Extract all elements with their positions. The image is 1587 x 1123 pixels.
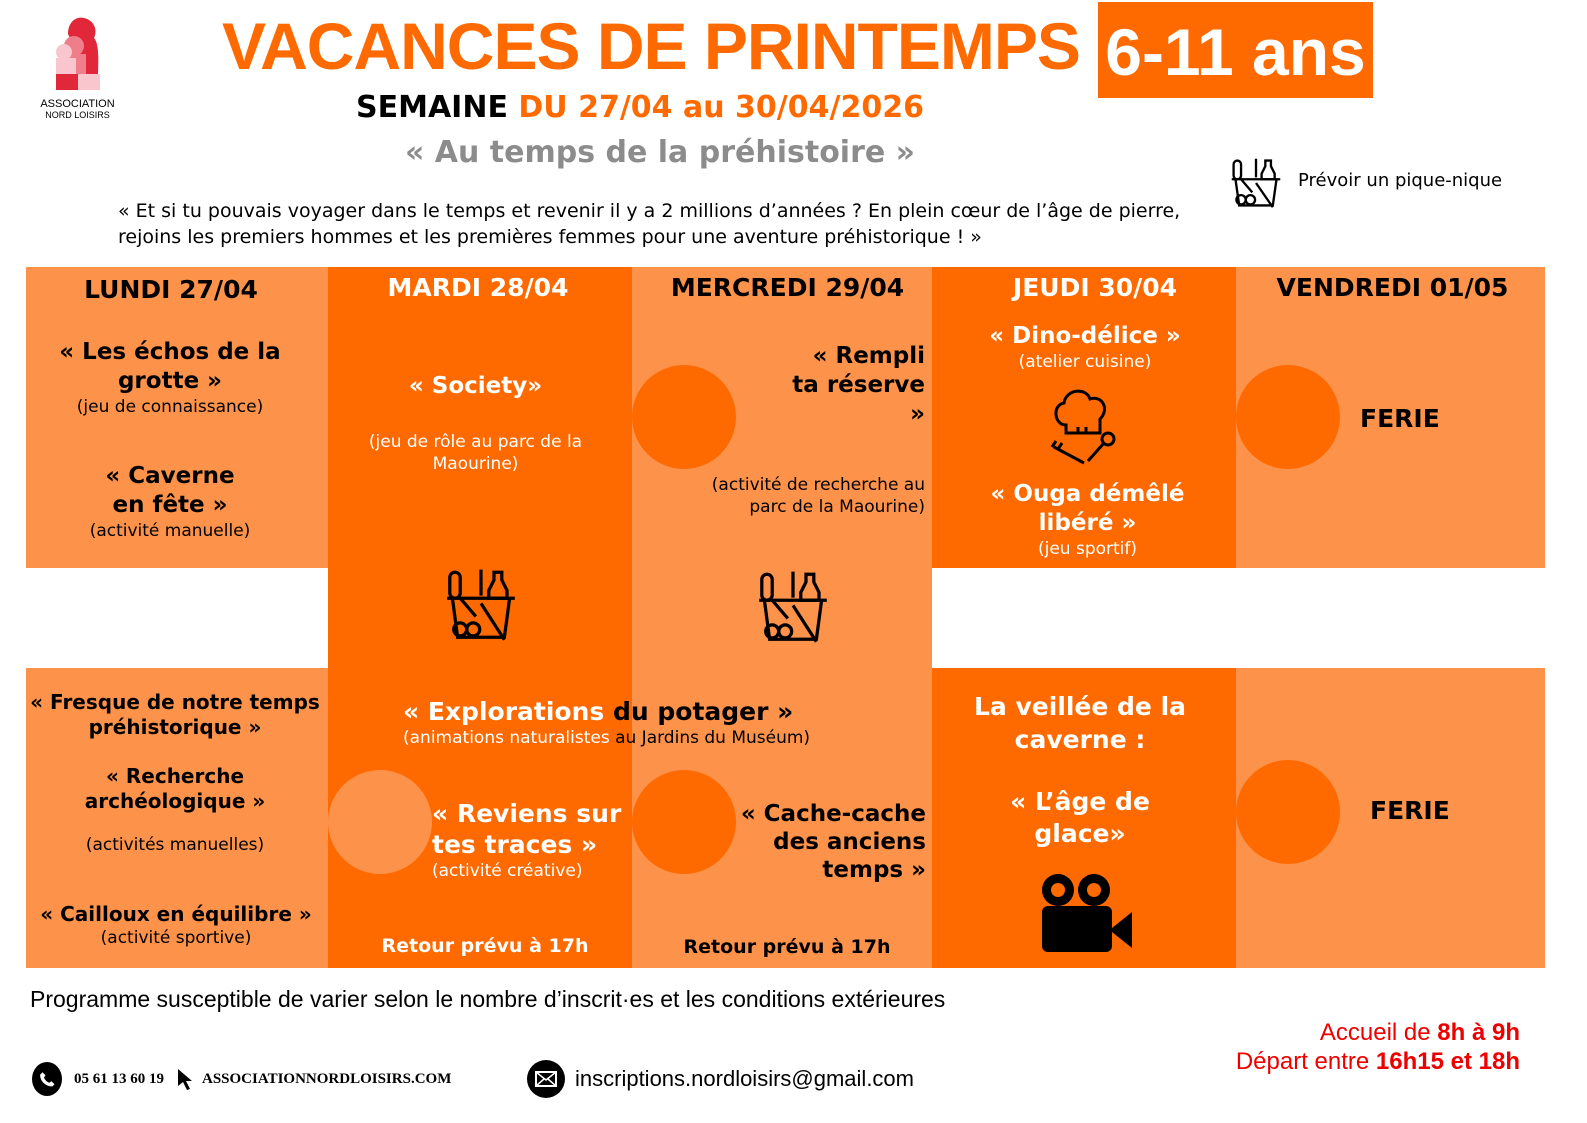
hours: Accueil de 8h à 9h Départ entre 16h15 et 18h xyxy=(1235,1019,1520,1075)
logo xyxy=(30,12,125,122)
day-header-tuesday: MARDI 28/04 xyxy=(387,273,569,302)
cursor-icon xyxy=(176,1067,194,1091)
age-badge: 6-11 ans xyxy=(1098,2,1373,98)
envelope-icon xyxy=(527,1060,565,1098)
logo-line2: NORD LOISIRS xyxy=(45,110,110,120)
activity-tuesday-pm: « Reviens sur tes traces » (activité créative) xyxy=(432,799,622,881)
activity-wednesday-pm: « Cache-cache des anciens temps » xyxy=(740,801,926,883)
picnic-basket-icon xyxy=(440,567,522,645)
logo-people-icon xyxy=(30,12,125,92)
phone-icon xyxy=(32,1062,62,1096)
activity-monday-2: « Caverne en fête » (activité manuelle) xyxy=(89,463,251,541)
picnic-basket-icon xyxy=(752,569,834,647)
friday-pm-ferie: FERIE xyxy=(1370,796,1450,825)
disclaimer: Programme susceptible de varier selon le nombre d’inscrit·es et les conditions extérieures xyxy=(30,986,946,1012)
puzzle-tab xyxy=(1236,760,1340,864)
logo-line1: ASSOCIATION xyxy=(40,98,115,110)
week-line xyxy=(356,90,924,125)
picnic-basket-icon xyxy=(1228,155,1284,211)
wednesday-return-time: Retour prévu à 17h xyxy=(683,936,891,958)
day-header-friday: VENDREDI 01/05 xyxy=(1276,273,1509,302)
activity-monday-pm-1: « Fresque de notre temps préhistorique » xyxy=(30,690,320,739)
movie-camera-icon xyxy=(1038,870,1134,954)
page-title: VACANCES DE PRINTEMPS xyxy=(222,9,1080,83)
puzzle-tab xyxy=(1236,365,1340,469)
tuesday-return-time: Retour prévu à 17h xyxy=(381,935,589,957)
activity-monday-pm-2: « Recherche archéologique » (activités manuelles) xyxy=(84,764,266,855)
activity-shared-potager: « Explorations du potager » (animations naturalistes au Jardins du Muséum) xyxy=(403,697,811,748)
activity-thursday-1: « Dino-délice » (atelier cuisine) xyxy=(989,323,1181,372)
puzzle-tab xyxy=(632,770,736,874)
activity-thursday-2: « Ouga démêlé libéré » (jeu sportif) xyxy=(990,481,1185,559)
week-prefix: SEMAINE xyxy=(356,90,508,125)
day-header-thursday: JEUDI 30/04 xyxy=(1012,273,1178,302)
activity-thursday-pm-2: « L’âge de glace» xyxy=(1010,787,1150,848)
activity-thursday-pm-1: La veillée de la caverne : xyxy=(973,692,1187,754)
theme: « Au temps de la préhistoire » xyxy=(404,135,916,170)
phone-number[interactable]: 05 61 13 60 19 xyxy=(74,1070,164,1087)
week-dates: DU 27/04 au 30/04/2026 xyxy=(518,90,924,125)
activity-monday-1: « Les échos de la grotte » (jeu de connaissance) xyxy=(59,339,281,417)
day-header-monday: LUNDI 27/04 xyxy=(84,275,258,304)
intro-text: « Et si tu pouvais voyager dans le temps et revenir il y a 2 millions d’années ? En plein cœur de l’âge de pierre, rejoins les premiers hommes et les premières femmes pour une aventure préhistorique ! » xyxy=(118,200,1181,248)
contact-phone-web xyxy=(32,1062,451,1096)
day-header-wednesday: MERCREDI 29/04 xyxy=(670,273,905,302)
chef-hat-icon xyxy=(1048,383,1118,467)
puzzle-tab xyxy=(328,770,432,874)
contact-email xyxy=(527,1060,914,1098)
activity-monday-pm-3: « Cailloux en équilibre » (activité sportive) xyxy=(40,902,312,948)
website-link[interactable]: ASSOCIATIONNORDLOISIRS.COM xyxy=(202,1070,452,1087)
picnic-note: Prévoir un pique-nique xyxy=(1298,170,1503,191)
activity-tuesday-am: « Society» (jeu de rôle au parc de la Maourine) xyxy=(368,373,583,474)
email-link[interactable]: inscriptions.nordloisirs@gmail.com xyxy=(575,1066,914,1091)
friday-am-ferie: FERIE xyxy=(1360,404,1440,433)
activity-wednesday-am: « Rempli ta réserve » (activité de recherche au parc de la Maourine) xyxy=(711,343,925,517)
